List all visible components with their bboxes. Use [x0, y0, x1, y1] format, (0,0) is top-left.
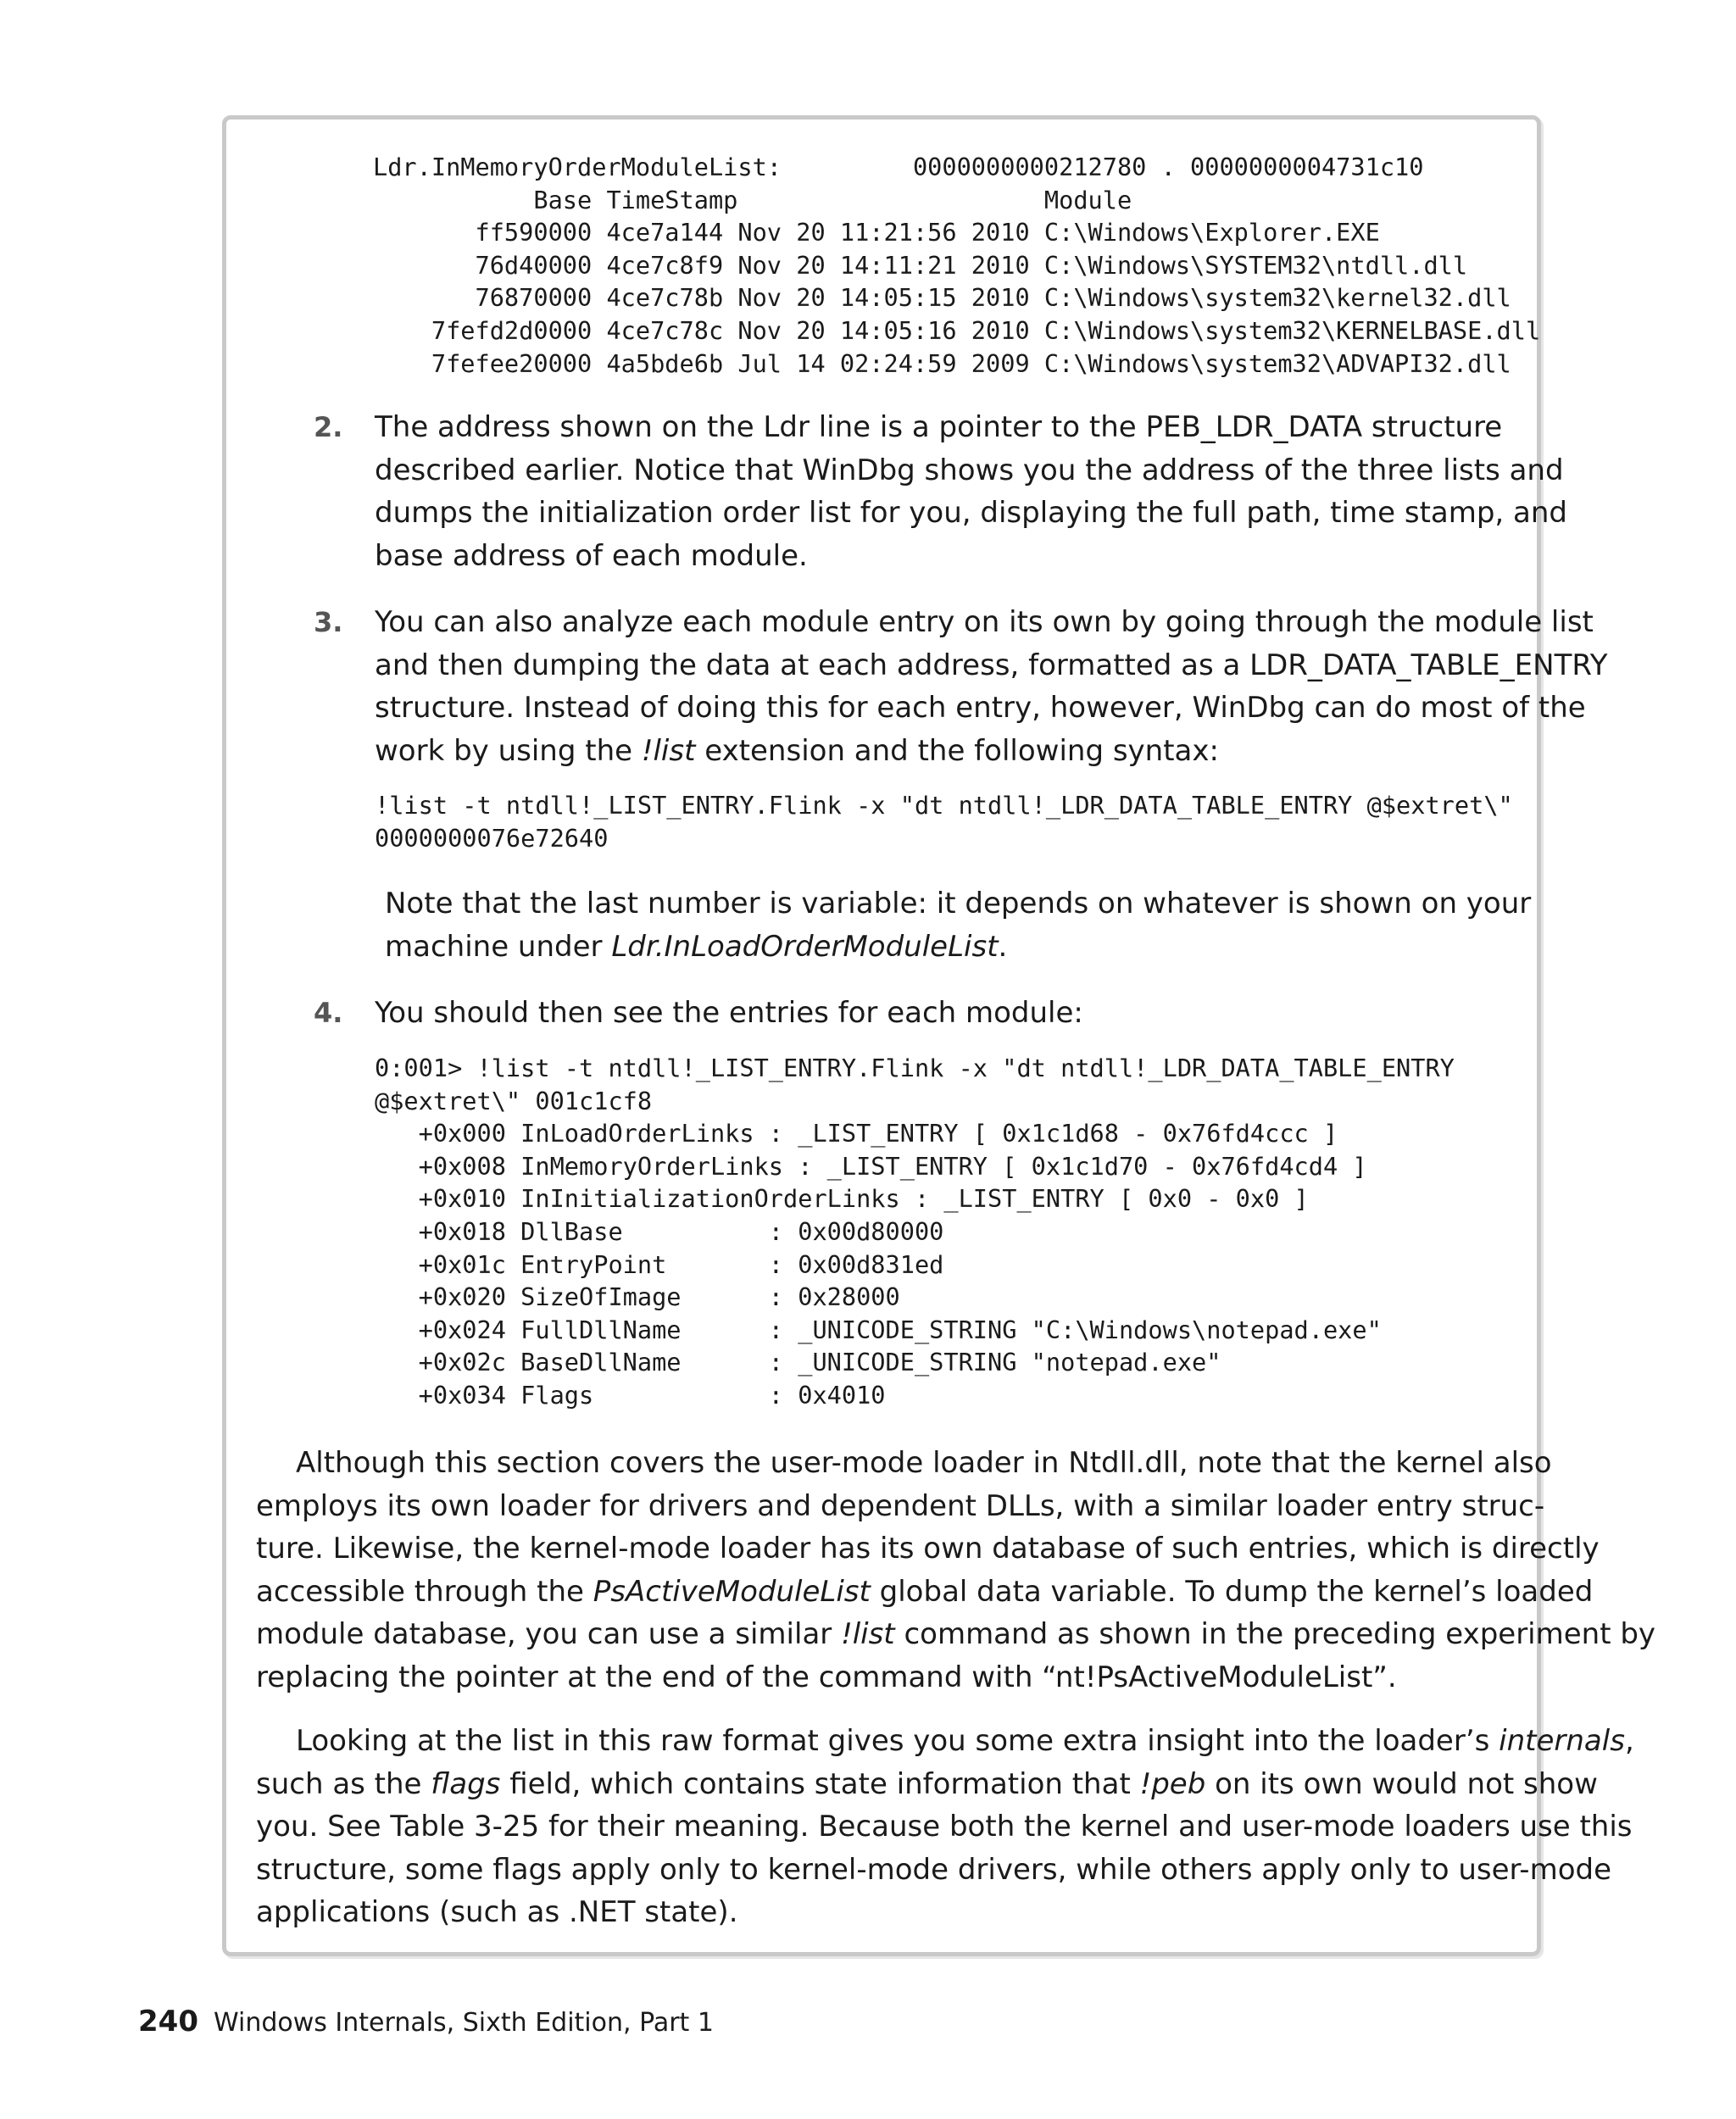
page-footer — [138, 2005, 714, 2038]
code-line: +0x000 InLoadOrderLinks : _LIST_ENTRY [ 0x1c1d68 - 0x76fd4ccc ] — [375, 1119, 1338, 1148]
variable-name: PsActiveModuleList — [593, 1574, 871, 1609]
text-line: applications (such as .NET state). — [256, 1895, 738, 1929]
command-name: !list — [841, 1617, 895, 1651]
text-run: on its own would not show — [1205, 1766, 1598, 1801]
text-line — [385, 926, 1512, 969]
text-line: replacing the pointer at the end of the command with “nt!PsActiveModuleList”. — [256, 1660, 1397, 1694]
text-run: Looking at the list in this raw format gives you some extra insight into the loader’s — [296, 1724, 1500, 1758]
text-run: module database, you can use a similar — [256, 1617, 842, 1651]
emphasis: flags — [431, 1766, 501, 1801]
text-run: such as the — [256, 1766, 431, 1801]
code-line: +0x01c EntryPoint : 0x00d831ed — [375, 1249, 944, 1279]
emphasis: internals — [1499, 1724, 1625, 1758]
code-line: @$extret\" 001c1cf8 — [375, 1086, 653, 1115]
text-line: you. See Table 3-25 for their meaning. Because both the kernel and user-mode loaders use this — [256, 1810, 1633, 1844]
text-line: ture. Likewise, the kernel-mode loader has its own database of such entries, which is directly — [256, 1532, 1600, 1566]
code-line: !list -t ntdll!_LIST_ENTRY.Flink -x "dt ntdll!_LDR_DATA_TABLE_ENTRY @$extret\" — [375, 791, 1513, 820]
variable-name: Ldr.InLoadOrderModuleList — [611, 929, 999, 964]
text-line: Although this section covers the user-mode loader in Ntdll.dll, note that the kernel also — [296, 1446, 1552, 1480]
step-number: 4. — [314, 997, 343, 1029]
code-line: +0x018 DllBase : 0x00d80000 — [375, 1216, 944, 1246]
code-line: 76870000 4ce7c78b Nov 20 14:05:15 2010 C:\Windows\system32\kernel32.dll — [373, 283, 1511, 313]
text-line — [375, 730, 1511, 773]
code-block-module-list — [373, 151, 1540, 380]
code-block-list-command — [375, 789, 1513, 854]
code-line: +0x010 InInitializationOrderLinks : _LIST_ENTRY [ 0x0 - 0x0 ] — [375, 1184, 1309, 1214]
note-paragraph — [385, 882, 1532, 968]
text-line: dumps the initialization order list for you, displaying the full path, time stamp, and — [375, 496, 1568, 530]
step-number: 3. — [314, 606, 343, 638]
text-line: You should then see the entries for each module: — [375, 996, 1083, 1030]
text-line: Note that the last number is variable: it depends on whatever is shown on your — [385, 887, 1532, 920]
text-run: command as shown in the preceding experiment by — [894, 1617, 1656, 1651]
text-line — [256, 1571, 1594, 1614]
step-number: 2. — [314, 411, 343, 443]
command-name: !peb — [1139, 1766, 1206, 1801]
step-text — [375, 992, 1511, 1035]
code-line: 7fefee20000 4a5bde6b Jul 14 02:24:59 2009 C:\Windows\system32\ADVAPI32.dll — [373, 348, 1511, 378]
text-line — [256, 1720, 1634, 1763]
command-name: !list — [641, 733, 696, 768]
text-line: structure, some flags apply only to kernel-mode drivers, while others apply only to user-mode — [256, 1852, 1611, 1887]
code-line: ff590000 4ce7a144 Nov 20 11:21:56 2010 C:\Windows\Explorer.EXE — [373, 218, 1380, 247]
code-line: +0x020 SizeOfImage : 0x28000 — [375, 1282, 900, 1312]
code-line: 7fefd2d0000 4ce7c78c Nov 20 14:05:16 2010 C:\Windows\system32\KERNELBASE.dll — [373, 315, 1541, 345]
text-run: machine under — [385, 929, 612, 964]
code-block-ldr-entries — [375, 1052, 1455, 1412]
code-line: +0x024 FullDllName : _UNICODE_STRING "C:\Windows\notepad.exe" — [375, 1315, 1382, 1344]
text-line — [256, 1613, 1656, 1656]
body-paragraph — [256, 1720, 1634, 1934]
text-line: The address shown on the Ldr line is a pointer to the PEB_LDR_DATA structure — [375, 410, 1503, 444]
text-run: extension and the following syntax: — [695, 733, 1219, 768]
code-line: 0000000076e72640 — [375, 823, 609, 853]
step-text — [375, 406, 1568, 577]
code-line: +0x034 Flags : 0x4010 — [375, 1380, 886, 1410]
text-line: base address of each module. — [375, 538, 808, 573]
book-title: Windows Internals, Sixth Edition, Part 1 — [213, 2008, 714, 2038]
text-line: and then dumping the data at each address, formatted as a LDR_DATA_TABLE_ENTRY — [375, 648, 1608, 682]
text-run: global data variable. To dump the kernel’s loaded — [870, 1574, 1594, 1609]
code-line: 0:001> !list -t ntdll!_LIST_ENTRY.Flink -x "dt ntdll!_LDR_DATA_TABLE_ENTRY — [375, 1054, 1455, 1082]
text-run: . — [998, 929, 1008, 964]
text-run: accessible through the — [256, 1574, 593, 1609]
body-paragraph — [256, 1442, 1656, 1699]
code-line: +0x02c BaseDllName : _UNICODE_STRING "notepad.exe" — [375, 1348, 1221, 1377]
code-line: 76d40000 4ce7c8f9 Nov 20 14:11:21 2010 C:\Windows\SYSTEM32\ntdll.dll — [373, 250, 1468, 280]
text-run: field, which contains state information that — [500, 1766, 1140, 1801]
text-run: , — [1624, 1724, 1634, 1758]
text-line — [256, 1763, 1598, 1806]
code-line: Base TimeStamp Module — [373, 185, 1132, 214]
text-run: work by using the — [375, 733, 642, 768]
text-line: described earlier. Notice that WinDbg shows you the address of the three lists and — [375, 453, 1564, 487]
code-line: Ldr.InMemoryOrderModuleList: 0000000000212780 . 0000000004731c10 — [373, 153, 1424, 181]
text-line: structure. Instead of doing this for each entry, however, WinDbg can do most of the — [375, 691, 1586, 725]
text-line: employs its own loader for drivers and dependent DLLs, with a similar loader entry struc- — [256, 1488, 1545, 1523]
step-text — [375, 601, 1608, 772]
page-number: 240 — [138, 2005, 198, 2038]
code-line: +0x008 InMemoryOrderLinks : _LIST_ENTRY [ 0x1c1d70 - 0x76fd4cd4 ] — [375, 1151, 1367, 1181]
text-line: You can also analyze each module entry on its own by going through the module list — [375, 605, 1594, 639]
